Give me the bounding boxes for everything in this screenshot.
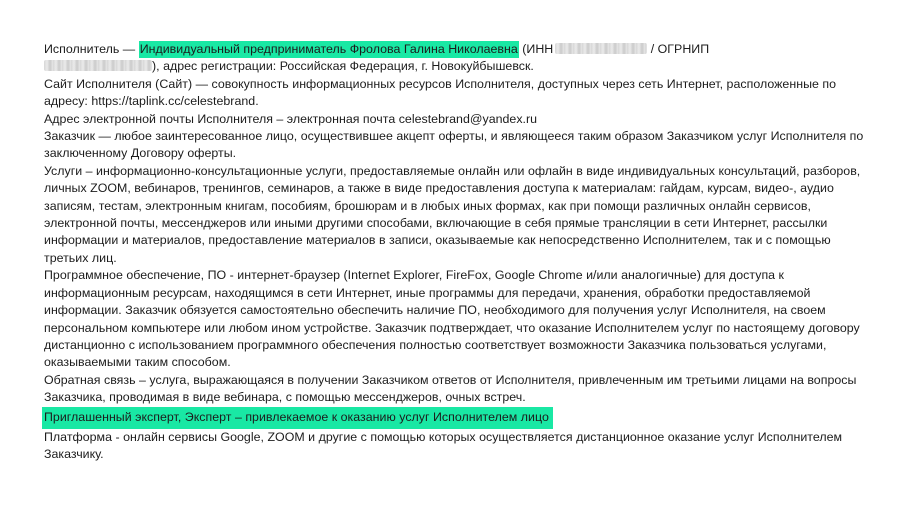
paragraph-customer: Заказчик — любое заинтересованное лицо, осуществившее акцепт оферты, и являющееся таким образом Заказчиком услуг Исполнителя по заключенному Договору оферты. xyxy=(44,129,864,161)
paragraph-feedback: Обратная связь – услуга, выражающаяся в получении Заказчиком ответов от Исполнителя, привлеченным им третьими лицами на вопросы Заказчика, проводимая в виде вебинара, с помощью мессенджеров, очных встреч. xyxy=(44,372,857,405)
expert-highlight: Приглашенный эксперт, Эксперт – привлекаемое к оказанию услуг Исполнителем лицо xyxy=(42,407,553,429)
executor-lead: Исполнитель — xyxy=(44,42,139,56)
paragraph-executor xyxy=(44,41,864,76)
paragraph-software: Программное обеспечение, ПО - интернет-браузер (Internet Explorer, FireFox, Google Chrome и/или аналогичные) для доступа к информационным ресурсам, находящимся в сети Интернет, иные программы для передачи, хранения, обработки предоставляемой информации. Заказчик обязуется самостоятельно обеспечить наличие ПО, необходимого для получения услуг Исполнителя, на своем персональном компьютере или любом ином устройстве. Заказчик подтверждает, что оказание Исполнителем услуг по настоящему договору дистанционно с использованием программного обеспечения полностью соответствует возможности Заказчика пользоваться услугами, оказываемыми таким способом. xyxy=(44,268,860,370)
ogrnip-redacted xyxy=(44,60,152,71)
ogrnip-label: / ОГРНИП xyxy=(647,42,710,56)
executor-name-highlight: Индивидуальный предприниматель Фролова Галина Николаевна xyxy=(139,42,518,56)
offer-definitions-text xyxy=(44,41,864,464)
paragraph-email: Адрес электронной почты Исполнителя – электронная почта celestebrand@yandex.ru xyxy=(44,111,538,126)
paragraph-platform: Платформа - онлайн сервисы Google, ZOOM и другие с помощью которых осуществляется дистанционное оказание услуг Исполнителем Заказчику. xyxy=(44,429,843,462)
registration-address: ), адрес регистрации: Российская Федерация, г. Новокуйбышевск. xyxy=(152,59,534,74)
inn-label: (ИНН xyxy=(518,42,554,56)
paragraph-site: Сайт Исполнителя (Сайт) — совокупность информационных ресурсов Исполнителя, доступных через сеть Интернет, расположенные по адресу: https://taplink.cc/celestebrand. xyxy=(44,76,837,109)
paragraph-expert xyxy=(44,407,864,429)
inn-redacted xyxy=(555,43,647,54)
paragraph-services: Услуги – информационно-консультационные услуги, предоставляемые онлайн или офлайн в виде индивидуальных консультаций, разборов, личных ZOOM, вебинаров, тренингов, семинаров, а также в виде предоставления доступа к материалам: гайдам, курсам, видео-, аудио записям, тестам, электронным книгам, пособиям, брошюрам и в любых иных формах, как при помощи различных онлайн сервисов, электронной почты, мессенджеров или иными другими способами, включающие в себя прямые трансляции в сети Интернет, рассылки информации и материалов, предоставление материалов в записи, оказываемые как непосредственно Исполнителем, так и с помощью третьих лиц. xyxy=(44,163,861,265)
